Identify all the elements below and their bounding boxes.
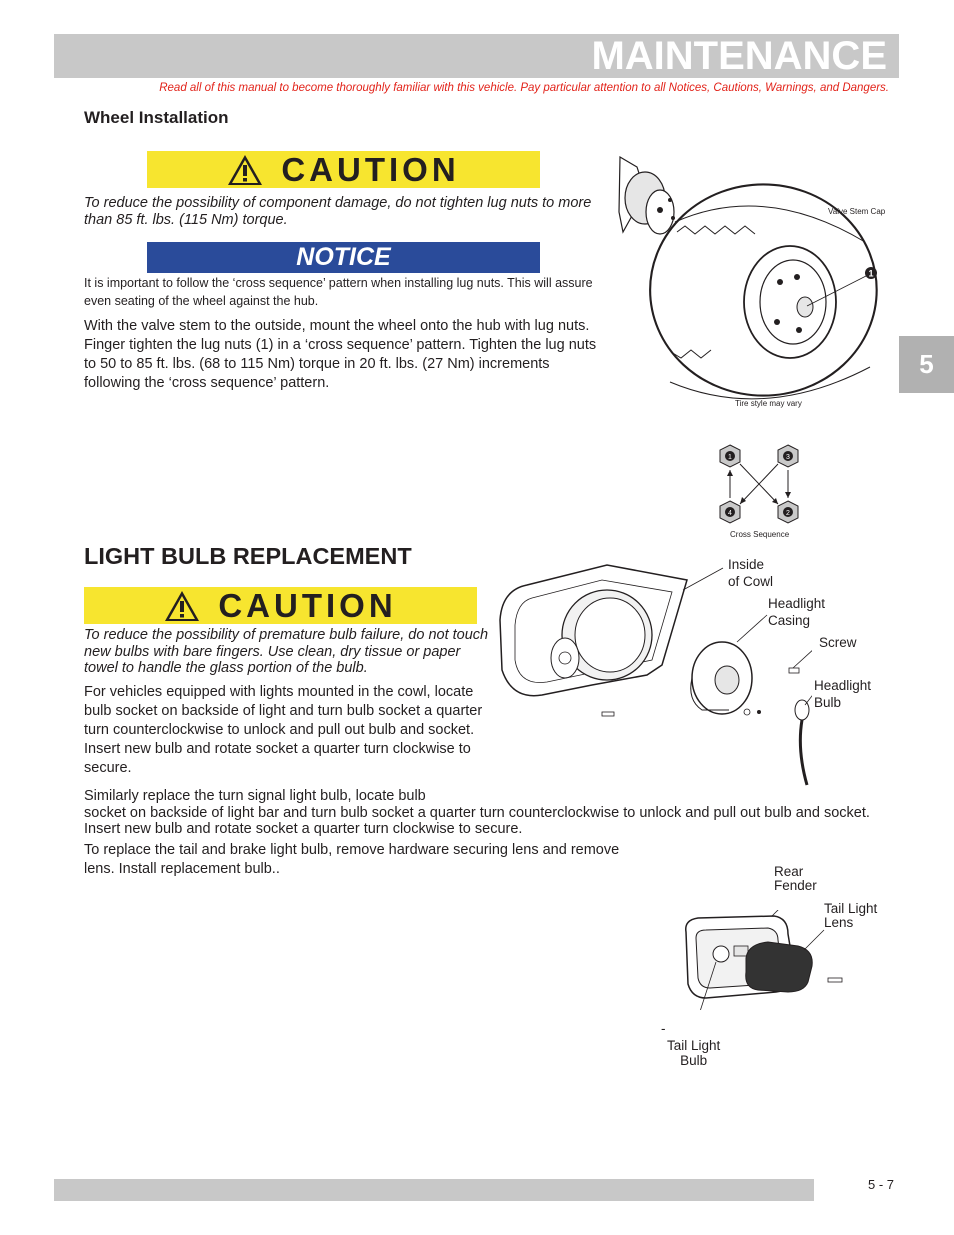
wheel-caution-box <box>147 151 540 188</box>
light-para-1: For vehicles equipped with lights mounted in the cowl, locate bulb socket on backside of light and turn bulb socket a quarter turn counterclockwise to unlock and pull out bulb and socket. Insert new bulb and rotate socket a quarter turn clockwise to secure. <box>84 684 483 776</box>
tail-light-lens-label: Tail Light Lens <box>824 901 878 930</box>
light-caution-text: To reduce the possibility of premature bulb failure, do not touch new bulbs with bare fingers. Use clean, dry tissue or paper towel to handle the glass portion of the bulb. <box>84 627 489 676</box>
chapter-tab <box>899 336 954 393</box>
lug-nut-4 <box>720 501 740 523</box>
svg-text:2: 2 <box>786 510 790 517</box>
warning-line: Read all of this manual to become thoroughly familiar with this vehicle. Pay particular attention to all Notices, Cautions, Warnings, and Dangers. <box>159 82 889 94</box>
light-caution-box <box>84 587 477 624</box>
headlight-casing-label: Headlight Casing <box>768 596 826 628</box>
light-bulb-heading: LIGHT BULB REPLACEMENT <box>84 543 412 569</box>
warning-triangle-icon <box>164 590 200 622</box>
wheel-callout-1: 1 <box>868 268 874 279</box>
page-number: 5 - 7 <box>868 1177 895 1192</box>
footer-bar <box>54 1179 814 1201</box>
wheel-caution-text: To reduce the possibility of component damage, do not tighten lug nuts to more than 85 ft. lbs. (115 Nm) torque. <box>84 195 592 228</box>
tail-light-dash: - <box>661 1021 666 1036</box>
cross-sequence-label: Cross Sequence <box>730 530 790 539</box>
svg-text:3: 3 <box>786 454 790 461</box>
rear-fender-label: Rear Fender <box>774 864 817 893</box>
valve-stem-label: Valve Stem Cap <box>828 207 886 216</box>
tail-light-bulb-label: Tail Light Bulb <box>667 1038 721 1068</box>
page-title: MAINTENANCE <box>591 34 887 78</box>
inside-of-cowl-label: Inside of Cowl <box>728 557 774 589</box>
wheel-installation-heading: Wheel Installation <box>84 108 229 127</box>
lug-nut-1 <box>720 445 740 467</box>
svg-text:4: 4 <box>728 510 732 517</box>
lug-nut-3 <box>778 445 798 467</box>
wheel-hub-illustration <box>615 152 895 414</box>
svg-text:1: 1 <box>728 454 732 461</box>
header-bar <box>54 34 899 78</box>
caution-label: CAUTION <box>218 586 397 624</box>
caution-label: CAUTION <box>281 150 460 188</box>
light-para-2-line-1: Similarly replace the turn signal light bulb, locate bulb <box>84 788 426 804</box>
wheel-body-text: With the valve stem to the outside, mount the wheel onto the hub with lug nuts. Finger tighten the lug nuts (1) in a ‘cross sequence’ pattern. Tighten the lug nuts to 50 to 85 ft. lbs. (68 to 115 Nm) torque in 20 ft. lbs. (27 Nm) increments following the ‘cross sequence’ pattern. <box>84 318 597 391</box>
chapter-number: 5 <box>919 349 934 379</box>
light-para-3: To replace the tail and brake light bulb, remove hardware securing lens and remove lens. Install replacement bulb.. <box>84 842 620 877</box>
light-para-2-rest: socket on backside of light bar and turn bulb socket a quarter turn counterclockwise to unlock and pull out bulb and socket. Insert new bulb and rotate socket a quarter turn clockwise to secure. <box>84 805 870 837</box>
lug-nut-2 <box>778 501 798 523</box>
light-para-2 <box>84 788 894 837</box>
headlight-bulb-label: Headlight Bulb <box>814 678 872 710</box>
screw-label: Screw <box>819 635 857 650</box>
headlight-illustration <box>497 560 812 790</box>
notice-box <box>147 242 540 273</box>
cross-sequence-diagram <box>712 440 804 532</box>
warning-triangle-icon <box>227 154 263 186</box>
tire-note: Tire style may vary <box>735 399 802 408</box>
notice-label: NOTICE <box>296 243 391 271</box>
notice-text: It is important to follow the ‘cross sequence’ pattern when installing lug nuts. This will assure even seating of the wheel against the hub. <box>84 276 593 308</box>
